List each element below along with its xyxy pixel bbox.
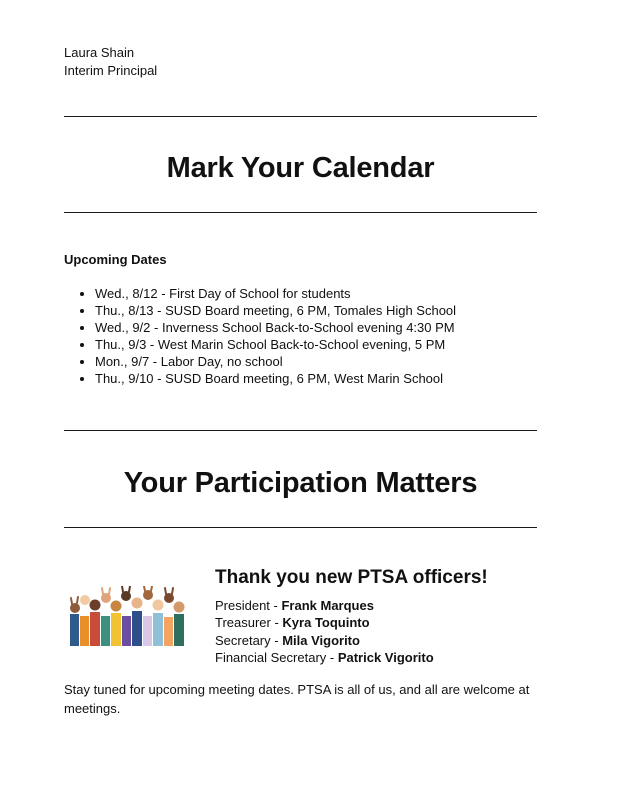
divider: [64, 212, 537, 213]
date-item: • Thu., 9/10 - SUSD Board meeting, 6 PM, West Marin School: [95, 370, 456, 387]
date-item: • Thu., 8/13 - SUSD Board meeting, 6 PM, Tomales High School: [95, 302, 456, 319]
officer-role: Financial Secretary -: [215, 649, 338, 665]
officer-name: Frank Marques: [281, 598, 374, 613]
officer-role: Treasurer -: [215, 615, 283, 631]
officer-row: [215, 632, 535, 649]
date-item: • Wed., 8/12 - First Day of School for students: [95, 285, 456, 302]
officer-name: Patrick Vigorito: [337, 649, 434, 665]
officer-name: Mila Vigorito: [282, 632, 360, 648]
calendar-heading: Mark Your Calendar: [166, 152, 435, 184]
signature-title: Interim Principal: [64, 62, 158, 78]
divider: [64, 527, 537, 528]
officer-role: Secretary -: [215, 632, 283, 648]
signature-block: [64, 44, 157, 79]
officer-role: President -: [215, 598, 282, 613]
officer-row: [215, 649, 535, 666]
participation-heading: Your Participation Matters: [123, 467, 478, 499]
officer-name: Kyra Toquinto: [282, 615, 370, 631]
officer-row: [215, 614, 535, 631]
date-item: • Thu., 9/3 - West Marin School Back-to-School evening, 5 PM: [95, 336, 456, 353]
ptsa-title: Thank you new PTSA officers!: [215, 567, 488, 588]
upcoming-dates-list: [64, 285, 456, 387]
ptsa-officers-block: [215, 567, 535, 666]
raised-hands-illustration: [68, 586, 192, 648]
divider: [64, 430, 537, 431]
upcoming-dates-heading: Upcoming Dates: [64, 252, 167, 267]
footer-paragraph: Stay tuned for upcoming meeting dates. PTSA is all of us, and all are welcome at meetings.: [64, 682, 530, 716]
officer-row: [215, 597, 535, 614]
date-item: • Wed., 9/2 - Inverness School Back-to-School evening 4:30 PM: [95, 319, 456, 336]
date-item: • Mon., 9/7 - Labor Day, no school: [95, 353, 456, 370]
signature-name: Laura Shain: [64, 45, 135, 60]
divider: [64, 116, 537, 117]
